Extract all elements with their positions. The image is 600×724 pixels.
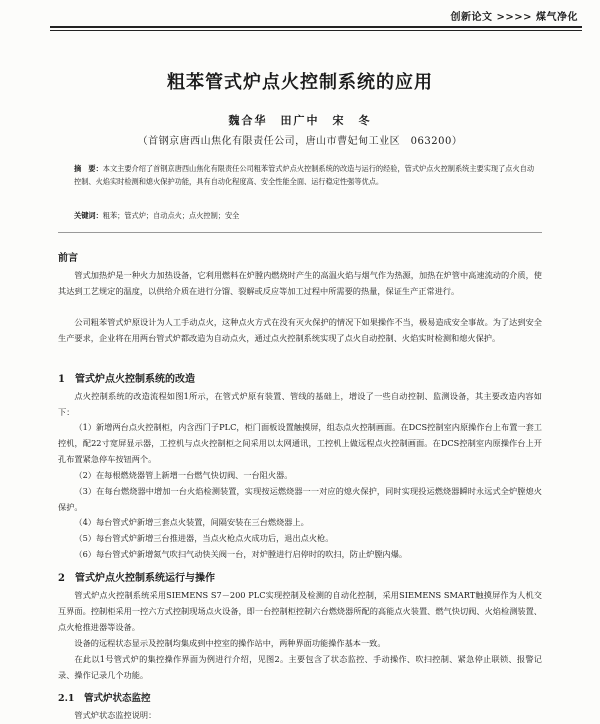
abstract-label: 摘 要： (74, 164, 103, 173)
keywords-text: 粗苯；管式炉；自动点火；点火控制；安全 (102, 211, 240, 220)
section-heading-1: 1 管式炉点火控制系统的改造 (58, 374, 195, 385)
intro-paragraph-2: 公司粗苯管式炉原设计为人工手动点火，这种点火方式在没有灭火保护的情况下如果操作不当，极易造成安全事故。为了达到安全生产要求，企业将在用两台管式炉都改造为自动点火，通过点火控制系统实现了点火自动控制、火焰实时检测和熄火保护。 (58, 317, 542, 343)
section-heading-2: 2 管式炉点火控制系统运行与操作 (58, 573, 215, 584)
section1-item-3: （3）在每台燃烧器中增加一台火焰检测装置，实现按运燃烧器一一对应的熄火保护，同时实现投运燃烧器瞬时永远式全炉膛熄火保护。 (58, 486, 542, 512)
section1-item-4: （4）每台管式炉新增三套点火装置，间隔安装在三台燃烧器上。 (74, 517, 309, 527)
subsection-heading-2-1: 2.1 管式炉状态监控 (58, 693, 151, 704)
section1-paragraph-1: 点火控制系统的改造流程如图1所示，在管式炉原有装置、管线的基础上，增设了一些自动控制、监测设备，其主要改造内容如下： (58, 391, 542, 417)
subsection-2-1-paragraph: 管式炉状态监控说明： (74, 710, 157, 720)
abstract-separator (58, 232, 542, 233)
header-rule-thin (50, 30, 582, 31)
header-rule (50, 26, 582, 28)
section2-paragraph-1: 管式炉点火控制系统采用SIEMENS S7－200 PLC实现控制及检测的自动化控制，采用SIEMENS SMART触摸屏作为人机交互界面。控制柜采用一控六方式控制现场点火设备，即一台控制柜控制六台燃烧器所配的高能点火装置、燃气快切阀、火焰检测装置、点火枪推进器等设备。 (58, 590, 542, 632)
journal-header-label: 创新论文 >>>> 煤气净化 (450, 12, 578, 23)
affiliation: （首钢京唐西山焦化有限责任公司，唐山市曹妃甸工业区 063200） (137, 136, 463, 147)
section1-item-5: （5）每台管式炉新增三台推进器，当点火枪点火成功后，退出点火枪。 (74, 533, 334, 543)
authors: 魏合华 田广中 宋 冬 (228, 114, 372, 127)
keywords (74, 211, 540, 221)
section1-item-2: （2）在每根燃烧器管上新增一台燃气快切阀、一台阻火器。 (74, 470, 293, 480)
section-heading-intro: 前言 (58, 253, 78, 264)
paper-title: 粗苯管式炉点火控制系统的应用 (167, 72, 433, 93)
abstract (74, 163, 540, 188)
section2-paragraph-3: 在此以1号管式炉的集控操作界面为例进行介绍，见图2。主要包含了状态监控、手动操作、吹扫控制、紧急停止联锁、报警记录、操作记录几个功能。 (58, 654, 542, 680)
keywords-label: 关键词： (74, 211, 103, 220)
section1-item-1: （1）新增两台点火控制柜，内含西门子PLC，柜门面板设置触摸屏，组态点火控制画面。在DCS控制室内原操作台上布置一套工控机，配22寸宽屏显示器，工控机与点火控制柜之间采用以太网通讯，工控机上做远程点火控制画面。在DCS控制室内原操作台上开孔布置紧急停车按钮两个。 (58, 422, 542, 464)
section2-paragraph-2: 设备的远程状态显示及控制均集成到中控室的操作站中，两种界面功能操作基本一致。 (74, 638, 386, 648)
abstract-text: 本文主要介绍了首钢京唐西山焦化有限责任公司粗苯管式炉点火控制系统的改造与运行的经验，管式炉点火控制系统主要实现了点火自动控制、火焰实时检测和熄火保护功能，具有自动化程度高、安全性能全面、运行稳定性强等优点。 (74, 164, 535, 186)
section1-item-6: （6）每台管式炉新增氮气吹扫气动快关阀一台，对炉膛进行启停时的吹扫，防止炉膛内爆。 (74, 549, 408, 559)
intro-paragraph-1: 管式加热炉是一种火力加热设备，它利用燃料在炉膛内燃烧时产生的高温火焰与烟气作为热源，加热在炉管中高速流动的介质，使其达到工艺规定的温度，以供给介质在进行分馏、裂解或反应等加工过程中所需要的热量，保证生产正常进行。 (58, 270, 542, 296)
